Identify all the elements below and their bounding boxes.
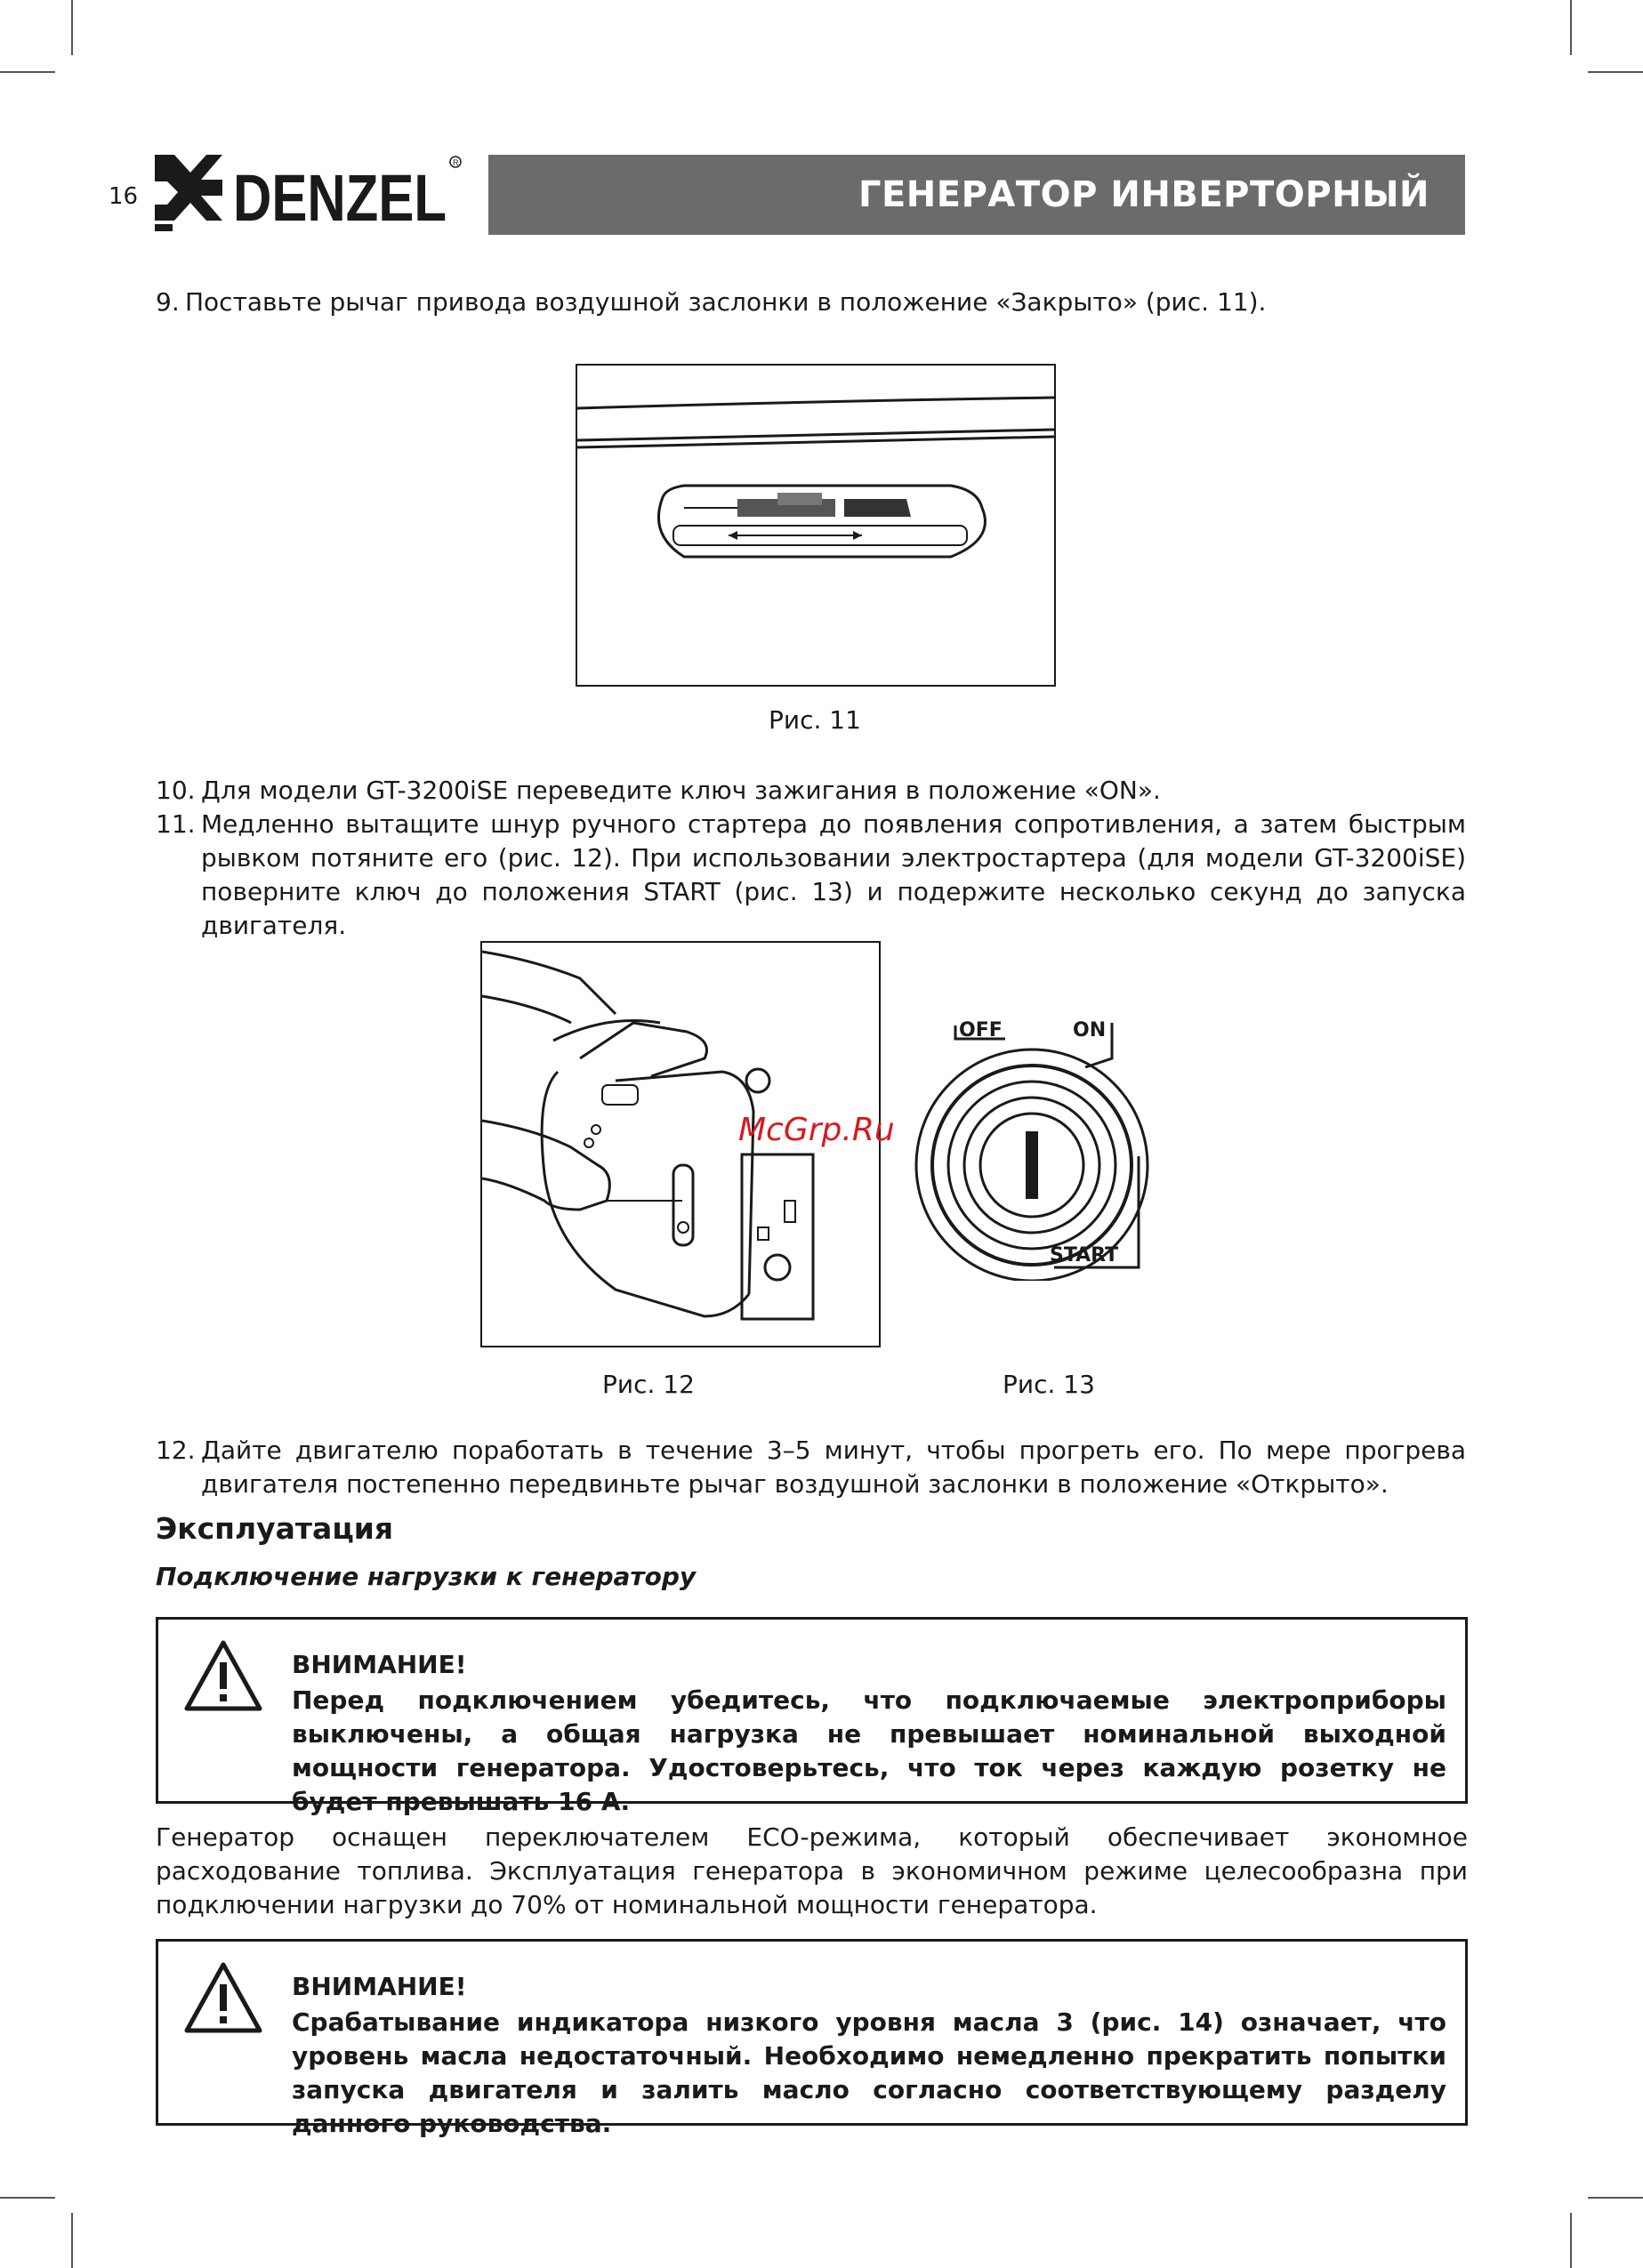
crop-mark <box>1570 0 1572 55</box>
warning-box <box>156 1939 1468 2138</box>
figure-13-ignition-key <box>898 996 1165 1281</box>
step-text: Дайте двигателю поработать в течение 3–5 минут, чтобы прогреть его. По мере прогрева двигателя постепенно передвиньте рычаг воздушной заслонки в положение «Открыто». <box>201 1436 1466 1499</box>
figure-11-caption: Рис. 11 <box>769 705 861 735</box>
figure-13-caption: Рис. 13 <box>1003 1370 1095 1399</box>
key-label-start: START <box>1050 1244 1119 1267</box>
step-text: Поставьте рычаг привода воздушной заслонки в положение «Закрыто» (рис. 11). <box>185 287 1267 317</box>
crop-mark <box>1570 2213 1572 2268</box>
crop-mark <box>71 0 73 55</box>
step-number: 11. <box>156 809 196 839</box>
crop-mark <box>71 2213 73 2268</box>
svg-text:R: R <box>453 158 459 167</box>
eco-mode-paragraph: Генератор оснащен переключателем ECO-режима, который обеспечивает экономное расходование топлива. Эксплуатация генератора в экономичном режиме целесообразна при подключении нагрузки до 70% от номинальной мощности генератора. <box>156 1822 1468 1919</box>
figure-12-caption: Рис. 12 <box>602 1370 695 1399</box>
warning-icon <box>183 1639 263 1712</box>
choke-lever-illustration <box>577 366 1054 685</box>
section-title: Эксплуатация <box>156 1511 394 1546</box>
warning-text: Срабатывание индикатора низкого уровня масла 3 (рис. 14) означает, что уровень масла недостаточный. Необходимо немедленно прекратить попытки запуска двигателя и залить масло согласно соответствующему разделу данного руководства. <box>292 2007 1446 2138</box>
section-subtitle: Подключение нагрузки к генератору <box>156 1562 697 1591</box>
step-text: Медленно вытащите шнур ручного стартера до появления сопротивления, а затем быстрым рывком потяните его (рис. 12). При использовании электростартера (для модели GT-3200iSE) поверните ключ до положения START (рис. 13) и подержите несколько секунд до запуска двигателя. <box>201 809 1466 940</box>
warning-box <box>156 1617 1468 1816</box>
warning-title: ВНИМАНИЕ! <box>292 1972 467 2001</box>
step-number: 10. <box>156 776 196 805</box>
denzel-logo <box>151 149 464 237</box>
crop-mark <box>0 2197 55 2199</box>
step-text: Для модели GT-3200iSE переведите ключ зажигания в положение «ON». <box>201 776 1161 805</box>
svg-text:DENZEL: DENZEL <box>233 161 447 235</box>
warning-title: ВНИМАНИЕ! <box>292 1650 467 1679</box>
key-label-on: ON <box>1073 1019 1107 1042</box>
header-banner <box>488 155 1465 235</box>
watermark: McGrp.Ru <box>738 1112 895 1148</box>
crop-mark <box>0 71 55 73</box>
crop-mark <box>1588 2197 1643 2199</box>
figure-11-choke-lever <box>576 364 1056 687</box>
warning-text: Перед подключением убедитесь, что подключаемые электроприборы выключены, а общая нагрузка не превышает номинальной выходной мощности генератора. Удостоверьтесь, что ток через каждую розетку не будет превышать 16 А. <box>292 1685 1446 1816</box>
crop-mark <box>1588 71 1643 73</box>
document-title: ГЕНЕРАТОР ИНВЕРТОРНЫЙ <box>858 174 1430 215</box>
page-number: 16 <box>109 183 139 210</box>
key-label-off: OFF <box>959 1019 1003 1042</box>
warning-icon <box>183 1961 263 2034</box>
step-number: 9. <box>156 287 180 317</box>
step-number: 12. <box>156 1436 196 1465</box>
